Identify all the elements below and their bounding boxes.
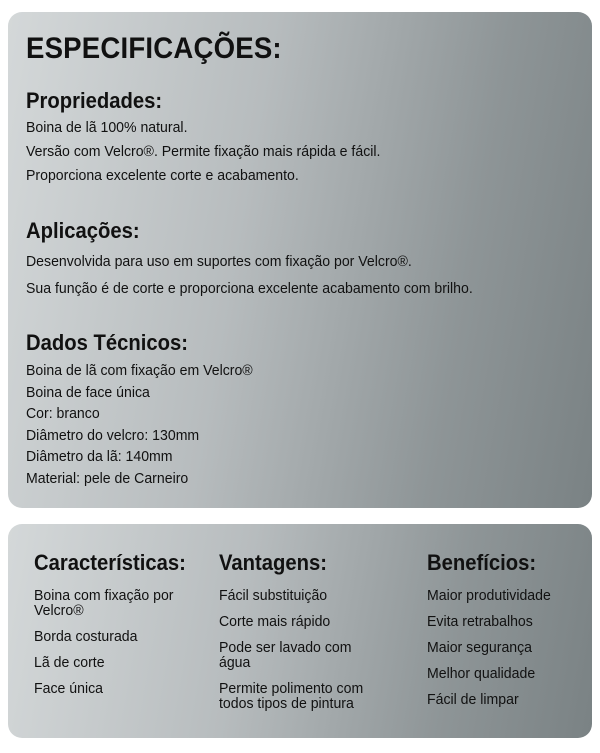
section-title-dados-tecnicos: Dados Técnicos: (26, 330, 188, 355)
propriedades-line: Proporciona excelente corte e acabamento. (26, 167, 299, 184)
column-beneficios (427, 550, 587, 718)
list-item: Fácil substituição (219, 587, 328, 604)
column-caracteristicas (34, 550, 204, 707)
dados-tecnicos-list (26, 360, 267, 489)
propriedades-list (26, 116, 403, 188)
list-item: Borda costurada (34, 628, 138, 645)
page-title: ESPECIFICAÇÕES: (26, 32, 282, 65)
column-vantagens (219, 550, 394, 722)
dados-tecnicos-line: Boina de lã com fixação em Velcro® (26, 362, 253, 379)
list-item: Permite polimento com todos tipos de pintura (219, 680, 364, 712)
list-item: Corte mais rápido (219, 613, 331, 630)
dados-tecnicos-line: Diâmetro da lã: 140mm (26, 448, 173, 465)
list-item: Face única (34, 680, 103, 697)
dados-tecnicos-line: Material: pele de Carneiro (26, 469, 189, 487)
list-item: Lã de corte (34, 654, 105, 671)
column-title: Características: (34, 550, 186, 575)
features-panel (8, 524, 592, 738)
propriedades-line: Versão com Velcro®. Permite fixação mais rápida e fácil. (26, 143, 381, 160)
aplicacoes-line: Sua função é de corte e proporciona excelente acabamento com brilho. (26, 280, 473, 297)
column-title: Vantagens: (219, 550, 327, 575)
list-item: Pode ser lavado com água (219, 639, 352, 671)
propriedades-line: Boina de lã 100% natural. (26, 119, 188, 136)
section-title-propriedades: Propriedades: (26, 88, 163, 113)
list-item: Boina com fixação por Velcro® (34, 587, 174, 619)
specifications-panel (8, 12, 592, 508)
dados-tecnicos-line: Cor: branco (26, 405, 100, 422)
section-title-aplicacoes: Aplicações: (26, 218, 140, 243)
list-item: Maior segurança (427, 639, 533, 656)
list-item: Maior produtividade (427, 587, 551, 604)
list-item: Fácil de limpar (427, 691, 519, 708)
aplicacoes-line: Desenvolvida para uso em suportes com fixação por Velcro®. (26, 253, 412, 270)
list-item: Evita retrabalhos (427, 613, 533, 630)
dados-tecnicos-line: Boina de face única (26, 383, 150, 401)
list-item: Melhor qualidade (427, 665, 536, 682)
dados-tecnicos-line: Diâmetro do velcro: 130mm (26, 426, 200, 444)
column-title: Benefícios: (427, 550, 537, 575)
aplicacoes-list (26, 248, 501, 302)
